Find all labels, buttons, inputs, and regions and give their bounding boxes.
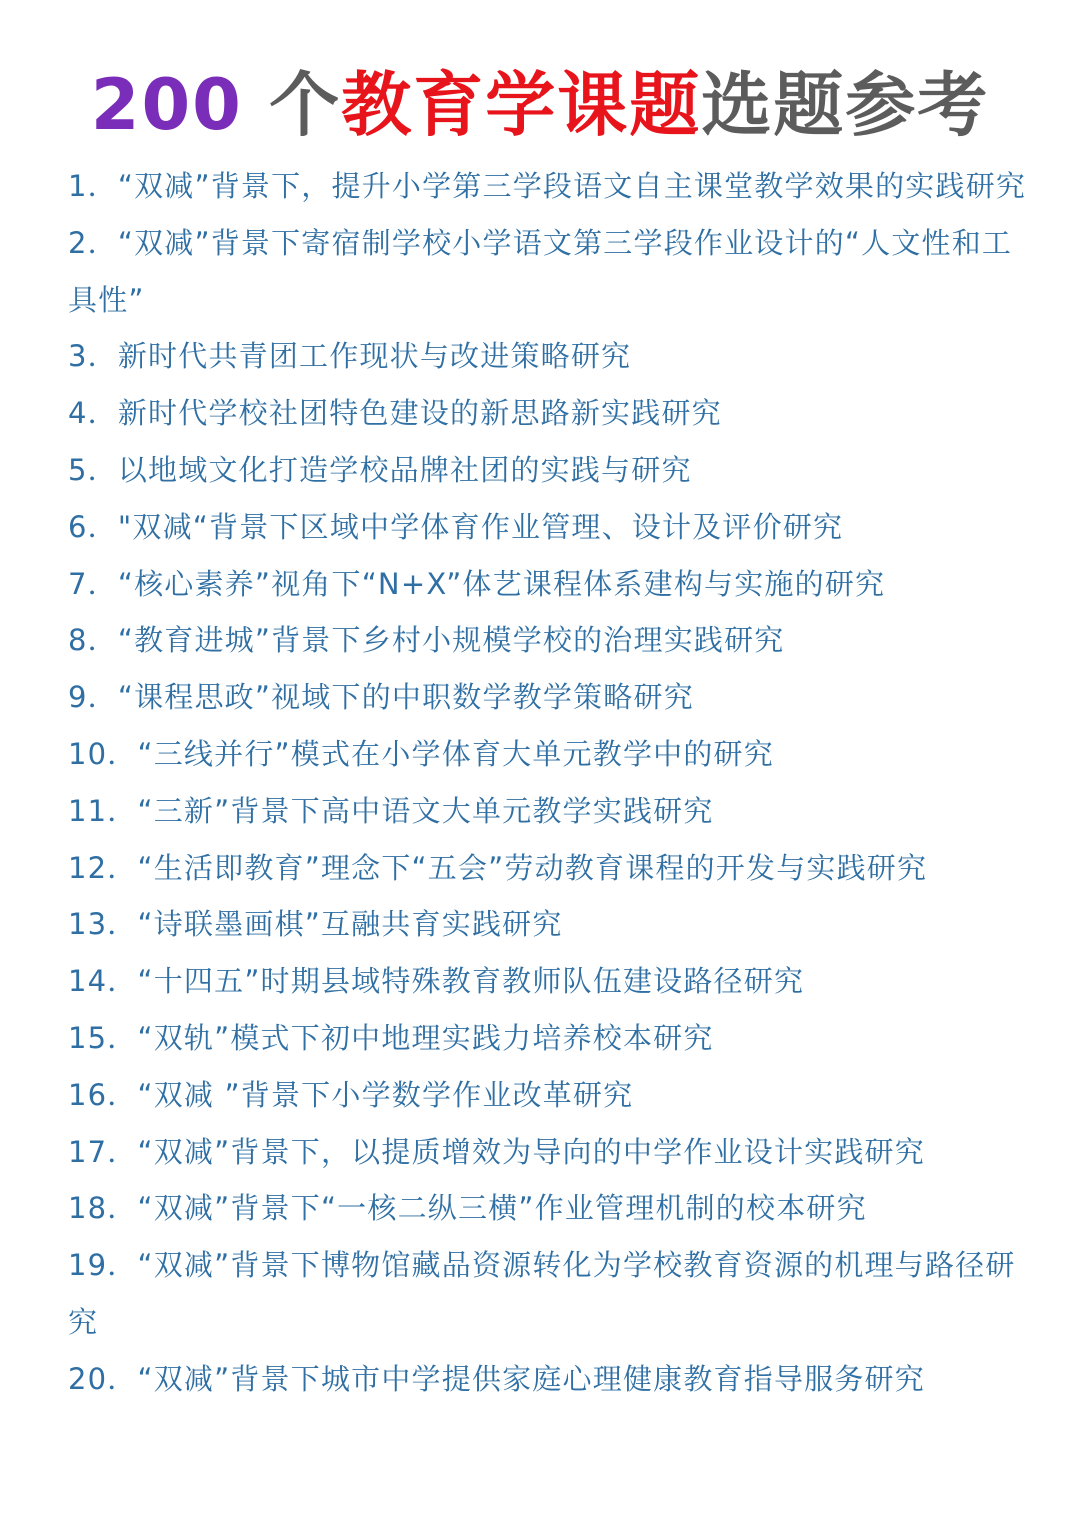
list-item: 5．以地域文化打造学校品牌社团的实践与研究	[68, 452, 692, 487]
list-item: 8．“教育进城”背景下乡村小规模学校的治理实践研究	[68, 623, 785, 658]
list-item: 17．“双减”背景下，以提质增效为导向的中学作业设计实践研究	[68, 1134, 925, 1169]
list-item: 20．“双减”背景下城市中学提供家庭心理健康教育指导服务研究	[68, 1361, 925, 1396]
title-highlight: 教育学课题	[341, 64, 702, 146]
list-item: 12．“生活即教育”理念下“五会”劳动教育课程的开发与实践研究	[68, 850, 928, 885]
list-item: 14．“十四五”时期县域特殊教育教师队伍建设路径研究	[68, 964, 805, 999]
list-item: 10．“三线并行”模式在小学体育大单元教学中的研究	[68, 736, 774, 771]
list-item: 18．“双减”背景下“一核二纵三横”作业管理机制的校本研究	[68, 1191, 867, 1226]
title-ge: 个	[242, 64, 342, 146]
list-item: 9．“课程思政”视域下的中职数学教学策略研究	[68, 680, 694, 715]
list-item: 1．“双减”背景下，提升小学第三学段语文自主课堂教学效果的实践研究	[68, 169, 1027, 203]
title-number: 200	[90, 64, 243, 146]
page-title	[0, 62, 1080, 148]
list-item: 7．“核心素养”视角下“N+X”体艺课程体系建构与实施的研究	[68, 566, 886, 601]
list-item: 13．“诗联墨画棋”互融共育实践研究	[68, 907, 563, 942]
list-item: 16．“双减 ”背景下小学数学作业改革研究	[68, 1077, 634, 1112]
topic-list	[68, 158, 1030, 1408]
list-item: 11．“三新”背景下高中语文大单元教学实践研究	[68, 793, 714, 828]
list-item: 15．“双轨”模式下初中地理实践力培养校本研究	[68, 1020, 714, 1055]
list-item: 3．新时代共青团工作现状与改进策略研究	[68, 339, 632, 374]
list-item: 6．"双减“背景下区域中学体育作业管理、设计及评价研究	[68, 509, 844, 544]
title-rest: 选题参考	[701, 64, 990, 146]
list-item: 2．“双减”背景下寄宿制学校小学语文第三学段作业设计的“人文性和工具性”	[68, 225, 1013, 317]
list-item: 19．“双减”背景下博物馆藏品资源转化为学校教育资源的机理与路径研究	[68, 1248, 1016, 1339]
list-item: 4．新时代学校社团特色建设的新思路新实践研究	[68, 396, 722, 431]
